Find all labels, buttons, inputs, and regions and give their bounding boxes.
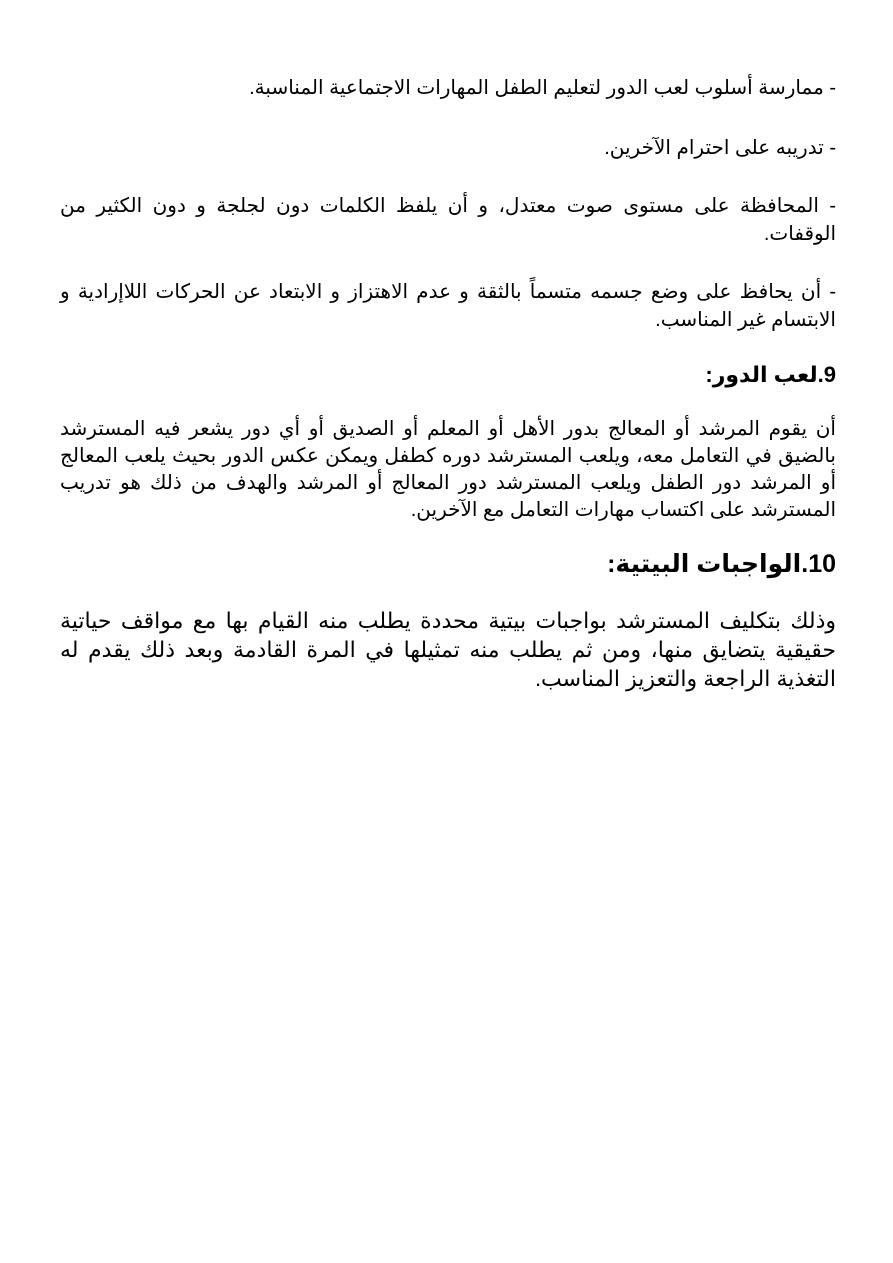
section-10-body: وذلك بتكليف المسترشد بواجبات بيتية محددة يطلب منه القيام بها مع مواقف حياتية حقيقية يتضايق منها، ومن ثم يطلب منه تمثيلها في المرة القادمة وبعد ذلك يقدم له التغذية الراجعة والتعزيز المناسب.	[60, 608, 836, 691]
section-9-heading: 9.لعب الدور:	[705, 362, 836, 387]
document-page	[60, 74, 836, 693]
bullet-voice-level: - المحافظة على مستوى صوت معتدل، و أن يلفظ الكلمات دون لجلجة و دون الكثير من الوقفات.	[60, 195, 837, 245]
bullet-respect-others: - تدريبه على احترام الآخرين.	[604, 137, 836, 159]
section-10-heading: 10.الواجبات البيتية:	[607, 550, 836, 578]
bullet-role-play-practice: - ممارسة أسلوب لعب الدور لتعليم الطفل المهارات الاجتماعية المناسبة.	[249, 77, 836, 99]
bullet-body-posture: - أن يحافظ على وضع جسمه متسماً بالثقة و عدم الاهتزاز و الابتعاد عن الحركات اللاإرادية و الابتسام غير المناسب.	[60, 281, 836, 331]
section-9-body: أن يقوم المرشد أو المعالج بدور الأهل أو المعلم أو الصديق أو أي دور يشعر فيه المسترشد بالضيق في التعامل معه، ويلعب المسترشد دوره كطفل ويمكن عكس الدور بحيث يلعب المعالج أو المرشد دور الطفل ويلعب المسترشد دور المعالج أو المرشد والهدف من ذلك هو تدريب المسترشد على اكتساب مهارات التعامل مع الآخرين.	[60, 418, 837, 521]
